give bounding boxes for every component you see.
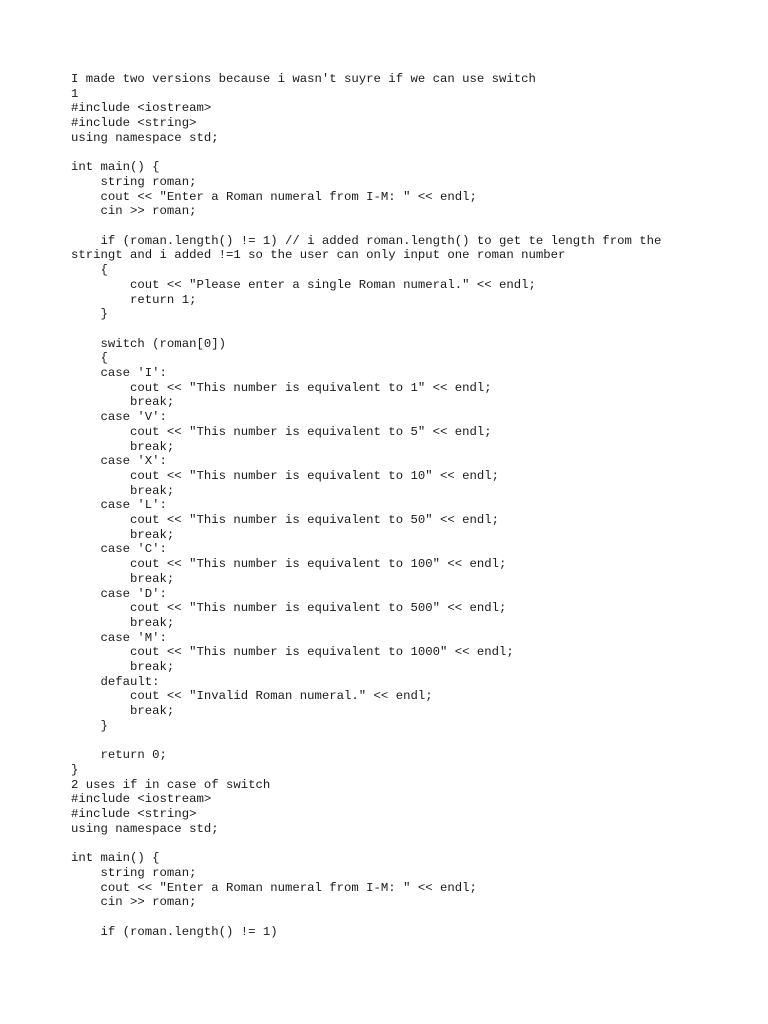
text-line: break; bbox=[71, 704, 175, 719]
text-line: default: bbox=[71, 674, 160, 689]
text-line bbox=[71, 734, 701, 749]
text-line: cout << "This number is equivalent to 5" << endl; bbox=[71, 424, 492, 439]
text-line: #include <string> bbox=[71, 116, 197, 131]
text-line: if (roman.length() != 1) // i added roman.length() to get te length from the bbox=[71, 233, 662, 248]
text-line: cout << "Enter a Roman numeral from I-M: " << endl; bbox=[71, 880, 477, 895]
text-line: case 'D': bbox=[71, 586, 167, 601]
text-line: break; bbox=[71, 571, 175, 586]
text-line: int main() { bbox=[71, 160, 160, 175]
text-line: int main() { bbox=[71, 851, 160, 866]
text-line: return 1; bbox=[71, 292, 197, 307]
text-line: #include <iostream> bbox=[71, 101, 212, 116]
text-line: using namespace std; bbox=[71, 821, 219, 836]
text-line: cout << "This number is equivalent to 500" << endl; bbox=[71, 601, 507, 616]
document-body bbox=[71, 72, 701, 939]
text-line: break; bbox=[71, 660, 175, 675]
text-line: cout << "This number is equivalent to 1" << endl; bbox=[71, 380, 492, 395]
text-line: return 0; bbox=[71, 748, 167, 763]
text-line bbox=[71, 910, 701, 925]
text-line: cout << "This number is equivalent to 10" << endl; bbox=[71, 468, 500, 483]
text-line: cout << "Invalid Roman numeral." << endl; bbox=[71, 689, 433, 704]
text-line: stringt and i added !=1 so the user can only input one roman number bbox=[71, 248, 566, 263]
text-line: { bbox=[71, 351, 108, 366]
text-line: { bbox=[71, 263, 108, 278]
text-line: string roman; bbox=[71, 174, 197, 189]
text-line: case 'X': bbox=[71, 454, 167, 469]
text-line bbox=[71, 837, 701, 852]
text-line: break; bbox=[71, 615, 175, 630]
text-line: } bbox=[71, 762, 79, 777]
text-line: case 'L': bbox=[71, 498, 167, 513]
text-line: cout << "This number is equivalent to 100" << endl; bbox=[71, 557, 507, 572]
text-line bbox=[71, 146, 701, 161]
text-line: cout << "Please enter a single Roman numeral." << endl; bbox=[71, 277, 536, 292]
text-line: using namespace std; bbox=[71, 130, 219, 145]
text-line: string roman; bbox=[71, 865, 197, 880]
text-line: cout << "This number is equivalent to 1000" << endl; bbox=[71, 645, 514, 660]
text-line: break; bbox=[71, 395, 175, 410]
text-line: 1 bbox=[71, 86, 79, 101]
text-line: case 'M': bbox=[71, 630, 167, 645]
text-line: } bbox=[71, 718, 108, 733]
text-line bbox=[71, 322, 701, 337]
text-line: break; bbox=[71, 527, 175, 542]
text-line: case 'C': bbox=[71, 542, 167, 557]
text-line: } bbox=[71, 307, 108, 322]
text-line: switch (roman[0]) bbox=[71, 336, 226, 351]
text-line: cin >> roman; bbox=[71, 895, 197, 910]
text-line: case 'I': bbox=[71, 366, 167, 381]
text-line: cin >> roman; bbox=[71, 204, 197, 219]
text-line: break; bbox=[71, 483, 175, 498]
text-line: #include <iostream> bbox=[71, 792, 212, 807]
text-line: break; bbox=[71, 439, 175, 454]
text-line: if (roman.length() != 1) bbox=[71, 924, 278, 939]
text-line: I made two versions because i wasn't suyre if we can use switch bbox=[71, 72, 536, 86]
text-line: cout << "This number is equivalent to 50" << endl; bbox=[71, 513, 500, 528]
text-line: 2 uses if in case of switch bbox=[71, 777, 271, 792]
text-line: #include <string> bbox=[71, 807, 197, 822]
text-line: case 'V': bbox=[71, 410, 167, 425]
text-line bbox=[71, 219, 701, 234]
text-line: cout << "Enter a Roman numeral from I-M: " << endl; bbox=[71, 189, 477, 204]
